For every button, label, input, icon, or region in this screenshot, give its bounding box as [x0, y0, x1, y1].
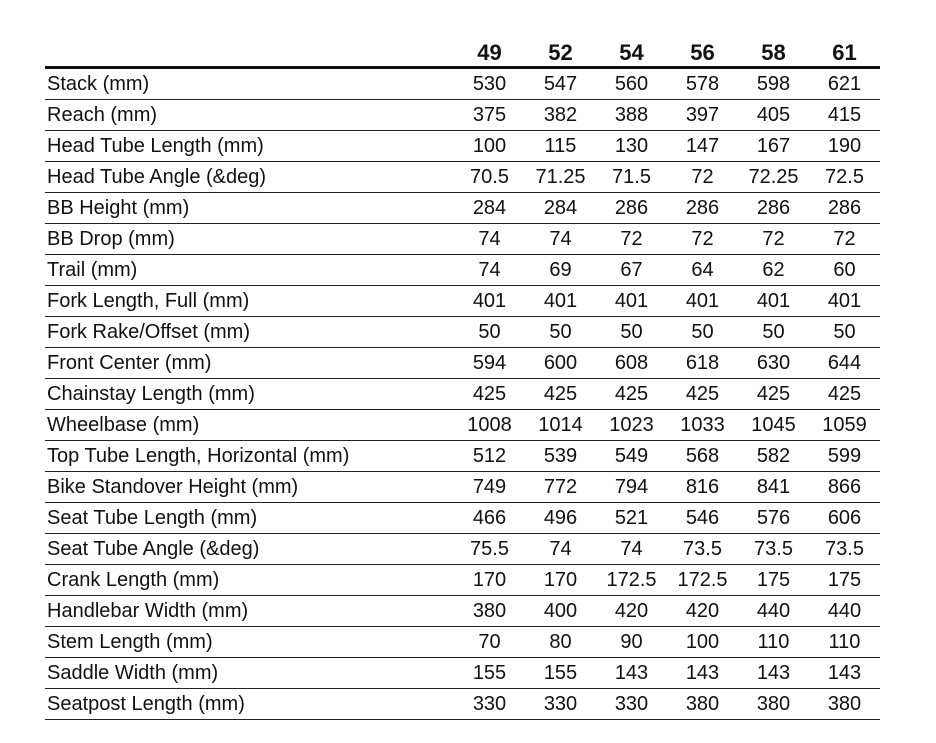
row-value: 72.5: [809, 162, 880, 193]
row-value: 618: [667, 348, 738, 379]
table-row: [45, 441, 880, 472]
row-value: 170: [454, 565, 525, 596]
row-value: 576: [738, 503, 809, 534]
row-value: 70.5: [454, 162, 525, 193]
row-value: 630: [738, 348, 809, 379]
row-value: 440: [809, 596, 880, 627]
row-value: 72.25: [738, 162, 809, 193]
row-value: 380: [809, 689, 880, 720]
row-label: Head Tube Length (mm): [45, 131, 454, 162]
row-label: Seatpost Length (mm): [45, 689, 454, 720]
row-label: Front Center (mm): [45, 348, 454, 379]
table-row: [45, 286, 880, 317]
row-value: 74: [454, 224, 525, 255]
row-value: 841: [738, 472, 809, 503]
row-value: 582: [738, 441, 809, 472]
table-row: [45, 224, 880, 255]
row-value: 115: [525, 131, 596, 162]
table-row: [45, 100, 880, 131]
row-value: 425: [809, 379, 880, 410]
row-value: 466: [454, 503, 525, 534]
size-header-58: 58: [738, 36, 809, 68]
row-label: BB Drop (mm): [45, 224, 454, 255]
size-header-49: 49: [454, 36, 525, 68]
row-value: 547: [525, 68, 596, 100]
row-value: 1023: [596, 410, 667, 441]
row-value: 1008: [454, 410, 525, 441]
table-row: [45, 565, 880, 596]
row-label: Fork Rake/Offset (mm): [45, 317, 454, 348]
row-value: 400: [525, 596, 596, 627]
row-value: 530: [454, 68, 525, 100]
geometry-table: [45, 36, 880, 720]
row-value: 67: [596, 255, 667, 286]
row-value: 1045: [738, 410, 809, 441]
row-value: 50: [809, 317, 880, 348]
table-row: [45, 68, 880, 100]
row-value: 621: [809, 68, 880, 100]
row-value: 74: [525, 224, 596, 255]
row-value: 147: [667, 131, 738, 162]
size-header-56: 56: [667, 36, 738, 68]
table-row: [45, 193, 880, 224]
row-label: Fork Length, Full (mm): [45, 286, 454, 317]
row-value: 425: [596, 379, 667, 410]
row-label: Reach (mm): [45, 100, 454, 131]
header-row: [45, 36, 880, 68]
row-value: 401: [809, 286, 880, 317]
row-value: 425: [454, 379, 525, 410]
row-value: 401: [667, 286, 738, 317]
table-row: [45, 410, 880, 441]
row-value: 330: [596, 689, 667, 720]
row-value: 72: [809, 224, 880, 255]
row-value: 330: [525, 689, 596, 720]
row-value: 599: [809, 441, 880, 472]
row-value: 50: [596, 317, 667, 348]
row-value: 175: [809, 565, 880, 596]
row-value: 100: [454, 131, 525, 162]
row-value: 50: [525, 317, 596, 348]
row-value: 397: [667, 100, 738, 131]
row-value: 380: [667, 689, 738, 720]
row-value: 598: [738, 68, 809, 100]
row-value: 286: [596, 193, 667, 224]
row-value: 425: [667, 379, 738, 410]
row-value: 64: [667, 255, 738, 286]
row-value: 401: [738, 286, 809, 317]
row-value: 170: [525, 565, 596, 596]
table-row: [45, 503, 880, 534]
row-label: BB Height (mm): [45, 193, 454, 224]
row-value: 568: [667, 441, 738, 472]
row-value: 549: [596, 441, 667, 472]
size-header-54: 54: [596, 36, 667, 68]
row-value: 794: [596, 472, 667, 503]
row-value: 420: [667, 596, 738, 627]
row-value: 496: [525, 503, 596, 534]
row-value: 143: [667, 658, 738, 689]
row-value: 749: [454, 472, 525, 503]
row-value: 74: [596, 534, 667, 565]
table-body: [45, 68, 880, 720]
row-label: Seat Tube Length (mm): [45, 503, 454, 534]
row-value: 380: [454, 596, 525, 627]
row-value: 512: [454, 441, 525, 472]
table-row: [45, 658, 880, 689]
row-value: 167: [738, 131, 809, 162]
row-value: 866: [809, 472, 880, 503]
row-value: 71.5: [596, 162, 667, 193]
table-row: [45, 379, 880, 410]
row-value: 50: [454, 317, 525, 348]
row-label: Stack (mm): [45, 68, 454, 100]
row-label: Stem Length (mm): [45, 627, 454, 658]
row-value: 425: [738, 379, 809, 410]
row-value: 286: [738, 193, 809, 224]
row-value: 286: [809, 193, 880, 224]
row-value: 539: [525, 441, 596, 472]
size-header-52: 52: [525, 36, 596, 68]
row-value: 110: [809, 627, 880, 658]
row-value: 600: [525, 348, 596, 379]
row-value: 380: [738, 689, 809, 720]
row-value: 608: [596, 348, 667, 379]
row-value: 772: [525, 472, 596, 503]
row-value: 69: [525, 255, 596, 286]
row-value: 594: [454, 348, 525, 379]
row-value: 521: [596, 503, 667, 534]
row-value: 172.5: [596, 565, 667, 596]
table-row: [45, 131, 880, 162]
table-row: [45, 162, 880, 193]
row-value: 560: [596, 68, 667, 100]
row-value: 71.25: [525, 162, 596, 193]
row-value: 401: [596, 286, 667, 317]
row-value: 644: [809, 348, 880, 379]
row-value: 606: [809, 503, 880, 534]
table-row: [45, 627, 880, 658]
table-row: [45, 317, 880, 348]
row-value: 90: [596, 627, 667, 658]
row-value: 143: [809, 658, 880, 689]
row-value: 75.5: [454, 534, 525, 565]
row-value: 143: [596, 658, 667, 689]
row-label: Seat Tube Angle (&deg): [45, 534, 454, 565]
row-value: 425: [525, 379, 596, 410]
row-value: 155: [454, 658, 525, 689]
row-value: 130: [596, 131, 667, 162]
row-value: 1014: [525, 410, 596, 441]
row-value: 100: [667, 627, 738, 658]
row-value: 415: [809, 100, 880, 131]
row-value: 1059: [809, 410, 880, 441]
row-value: 73.5: [738, 534, 809, 565]
table-row: [45, 472, 880, 503]
row-value: 72: [667, 162, 738, 193]
row-value: 110: [738, 627, 809, 658]
row-value: 405: [738, 100, 809, 131]
row-value: 62: [738, 255, 809, 286]
row-value: 73.5: [667, 534, 738, 565]
row-value: 175: [738, 565, 809, 596]
row-value: 72: [667, 224, 738, 255]
row-value: 72: [738, 224, 809, 255]
row-value: 70: [454, 627, 525, 658]
table-row: [45, 534, 880, 565]
row-value: 73.5: [809, 534, 880, 565]
row-value: 440: [738, 596, 809, 627]
size-header-61: 61: [809, 36, 880, 68]
row-value: 172.5: [667, 565, 738, 596]
row-value: 330: [454, 689, 525, 720]
row-value: 50: [738, 317, 809, 348]
row-label: Top Tube Length, Horizontal (mm): [45, 441, 454, 472]
table-row: [45, 348, 880, 379]
row-value: 74: [525, 534, 596, 565]
header-label-cell: [45, 36, 454, 68]
row-value: 1033: [667, 410, 738, 441]
table-row: [45, 596, 880, 627]
table-row: [45, 255, 880, 286]
row-value: 286: [667, 193, 738, 224]
row-label: Handlebar Width (mm): [45, 596, 454, 627]
row-value: 816: [667, 472, 738, 503]
row-value: 546: [667, 503, 738, 534]
row-value: 60: [809, 255, 880, 286]
row-label: Trail (mm): [45, 255, 454, 286]
row-value: 143: [738, 658, 809, 689]
row-value: 80: [525, 627, 596, 658]
row-value: 401: [454, 286, 525, 317]
row-label: Wheelbase (mm): [45, 410, 454, 441]
row-value: 74: [454, 255, 525, 286]
row-value: 284: [454, 193, 525, 224]
row-label: Bike Standover Height (mm): [45, 472, 454, 503]
row-value: 375: [454, 100, 525, 131]
row-label: Crank Length (mm): [45, 565, 454, 596]
row-value: 382: [525, 100, 596, 131]
row-label: Chainstay Length (mm): [45, 379, 454, 410]
row-value: 72: [596, 224, 667, 255]
row-value: 284: [525, 193, 596, 224]
row-value: 190: [809, 131, 880, 162]
row-value: 155: [525, 658, 596, 689]
row-label: Head Tube Angle (&deg): [45, 162, 454, 193]
row-value: 388: [596, 100, 667, 131]
row-value: 50: [667, 317, 738, 348]
row-value: 401: [525, 286, 596, 317]
row-value: 578: [667, 68, 738, 100]
table-row: [45, 689, 880, 720]
row-value: 420: [596, 596, 667, 627]
row-label: Saddle Width (mm): [45, 658, 454, 689]
